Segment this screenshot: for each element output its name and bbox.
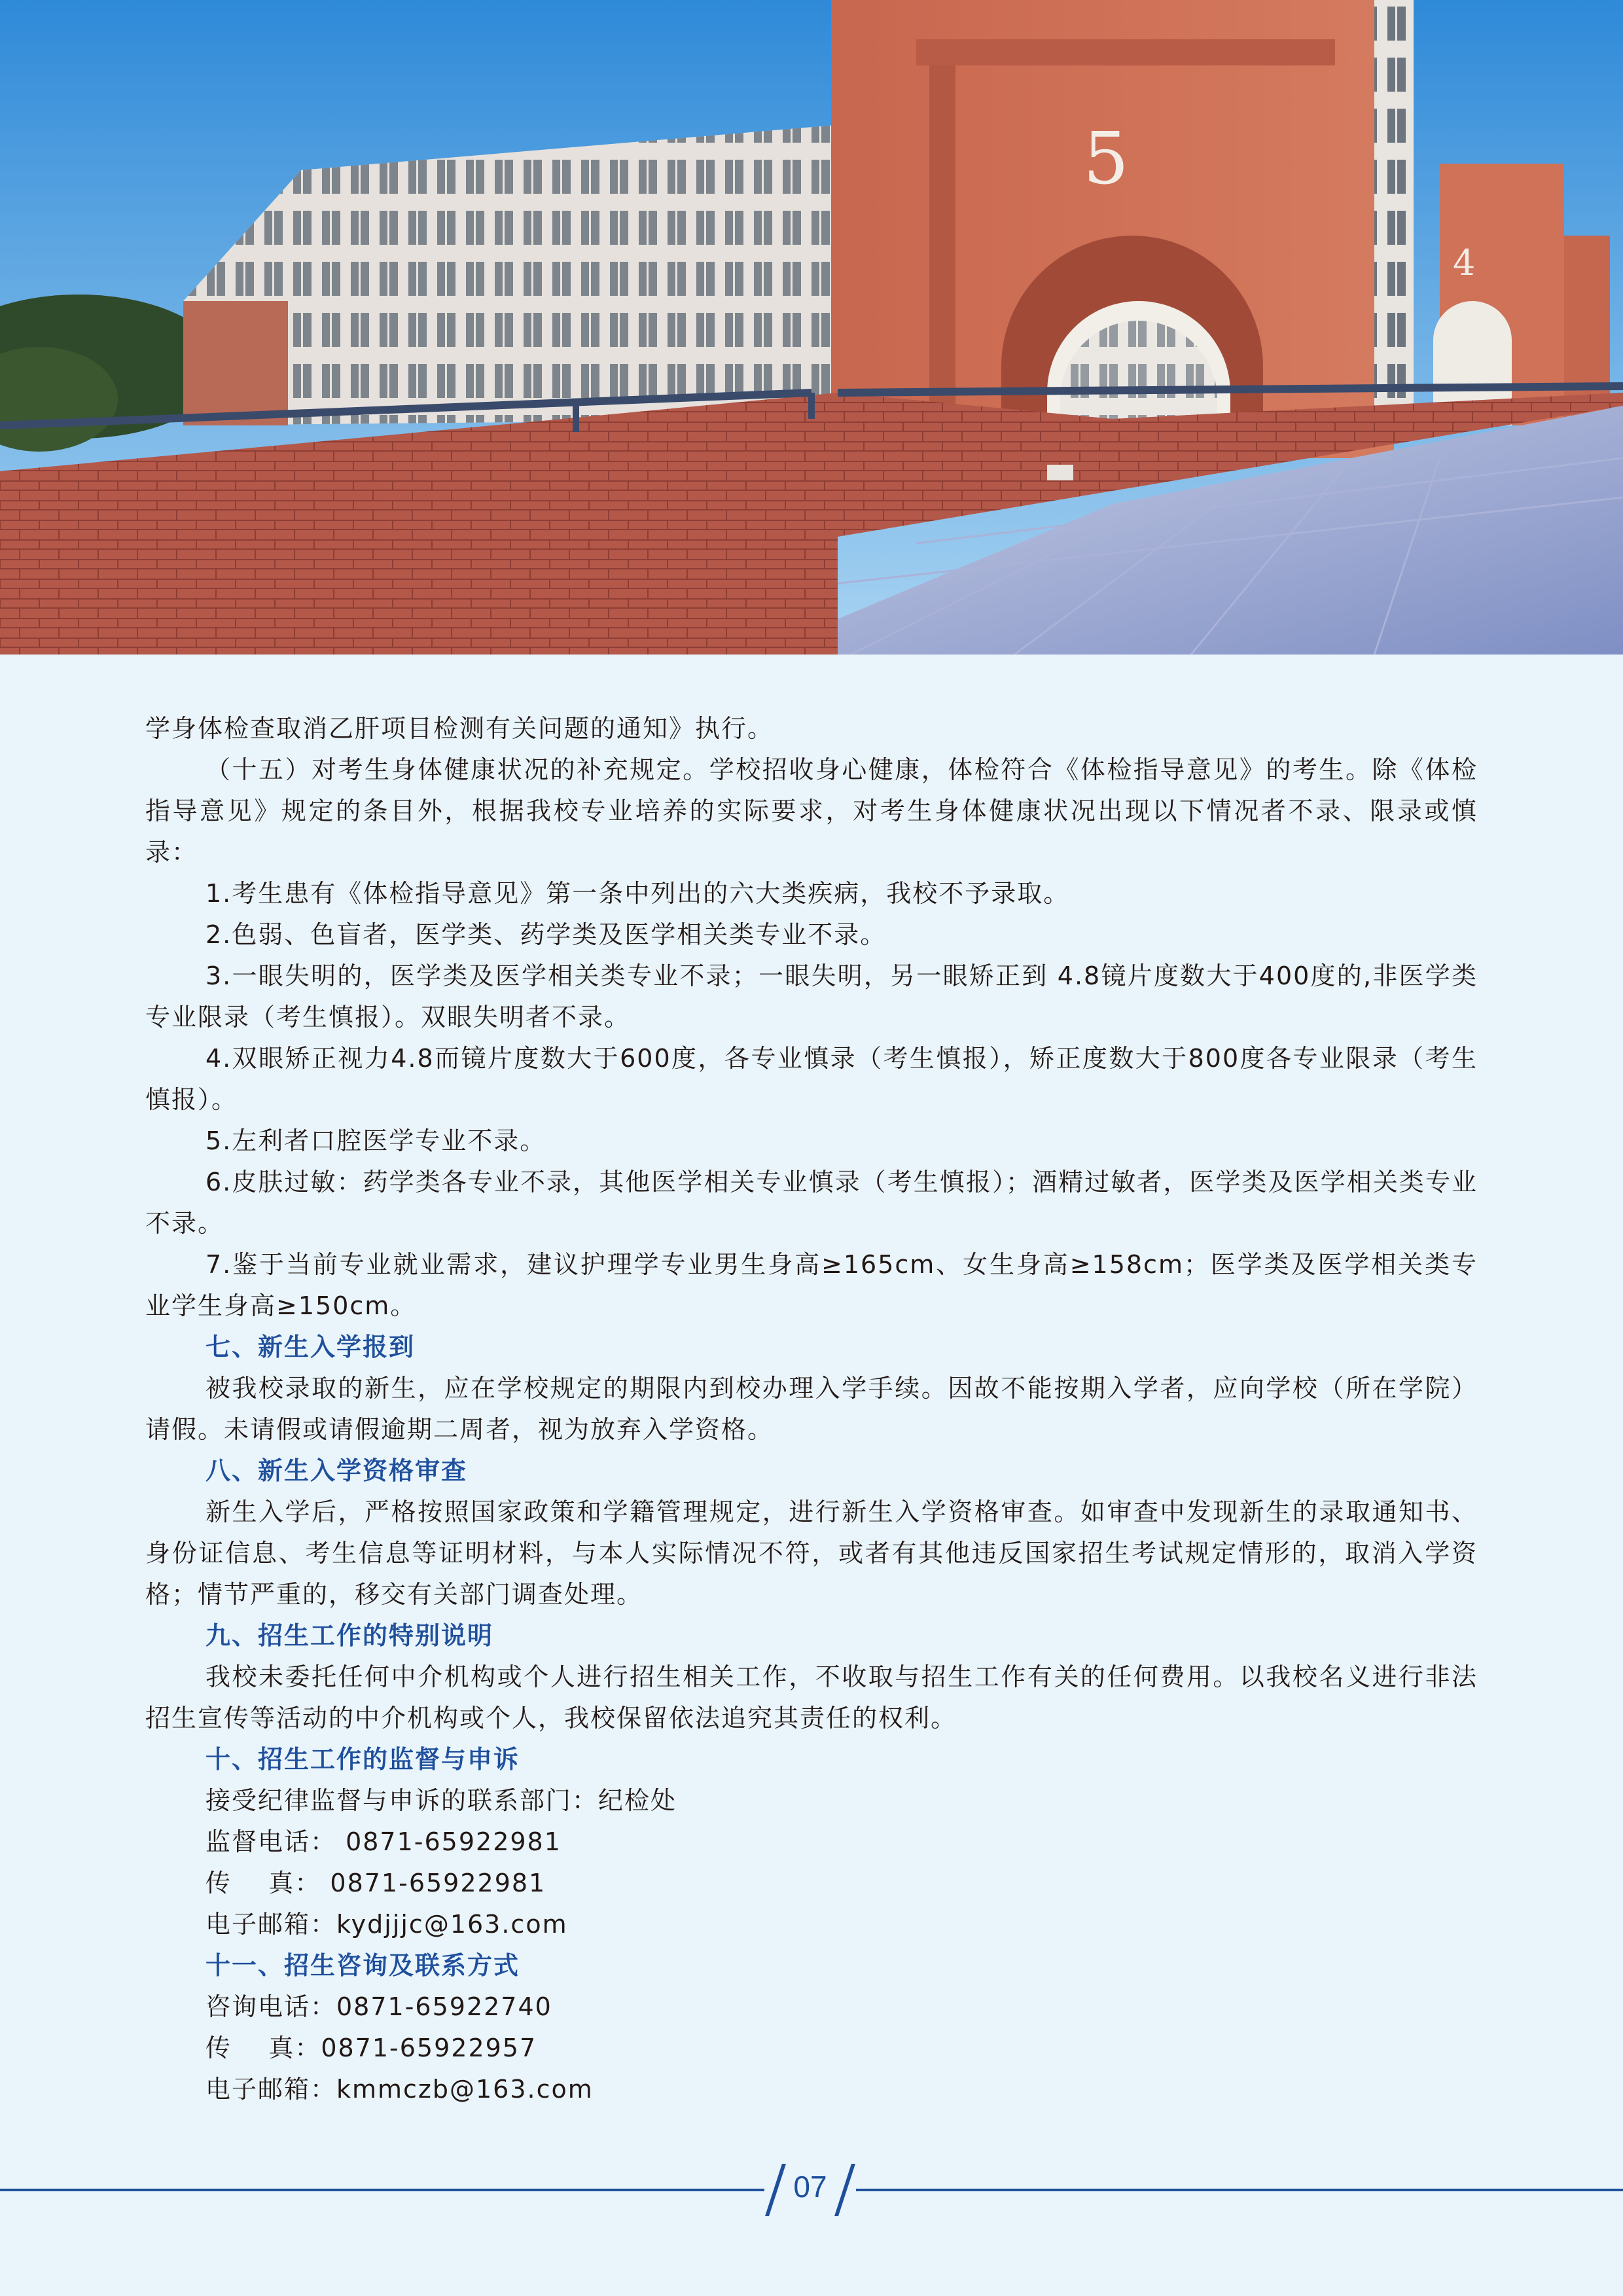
- list-item: 6.皮肤过敏：药学类各专业不录，其他医学相关专业慎录（考生慎报）；酒精过敏者，医学类及医学相关类专业不录。: [145, 1168, 1478, 1238]
- section-heading-contact: 十一、招生咨询及联系方式: [205, 1951, 520, 1980]
- building-number-5: 5: [1083, 117, 1129, 200]
- supervision-phone: 监督电话： 0871-65922981: [205, 1827, 562, 1856]
- section-heading-supervision: 十、招生工作的监督与申诉: [205, 1745, 520, 1774]
- list-item: 3.一眼失明的，医学类及医学相关类专业不录；一眼失明，另一眼矫正到 4.8镜片度数大于400度的,非医学类专业限录（考生慎报）。双眼失明者不录。: [145, 961, 1478, 1031]
- paragraph-continuation: 学身体检查取消乙肝项目检测有关问题的通知》执行。: [145, 714, 774, 743]
- consultation-fax: 传 真：0871-65922957: [205, 2034, 537, 2062]
- section-heading-registration: 七、新生入学报到: [205, 1333, 416, 1361]
- page-number-badge: [764, 2164, 856, 2216]
- list-item: 4.双眼矫正视力4.8而镜片度数大于600度，各专业慎录（考生慎报），矫正度数大于800度各专业限录（考生慎报）。: [145, 1044, 1478, 1114]
- building-number-4: 4: [1453, 242, 1476, 283]
- campus-building-illustration: [0, 0, 1623, 655]
- list-item: 7.鉴于当前专业就业需求，建议护理学专业男生身高≥165cm、女生身高≥158cm；医学类及医学相关类专业学生身高≥150cm。: [145, 1250, 1478, 1320]
- section-body-registration: 被我校录取的新生，应在学校规定的期限内到校办理入学手续。因故不能按期入学者，应向学校（所在学院）请假。未请假或请假逾期二周者，视为放弃入学资格。: [145, 1374, 1478, 1444]
- section-body-special-notes: 我校未委托任何中介机构或个人进行招生相关工作，不收取与招生工作有关的任何费用。以我校名义进行非法招生宣传等活动的中介机构或个人，我校保留依法追究其责任的权利。: [145, 1662, 1478, 1732]
- section-heading-qualification-review: 八、新生入学资格审查: [205, 1456, 468, 1485]
- campus-photo: [0, 0, 1623, 655]
- section-body-qualification-review: 新生入学后，严格按照国家政策和学籍管理规定，进行新生入学资格审查。如审查中发现新生的录取通知书、身份证信息、考生信息等证明材料，与本人实际情况不符，或者有其他违反国家招生考试规定情形的，取消入学资格；情节严重的，移交有关部门调查处理。: [145, 1498, 1478, 1609]
- paragraph-health-rules: （十五）对考生身体健康状况的补充规定。学校招收身心健康，体检符合《体检指导意见》的考生。除《体检指导意见》规定的条目外，根据我校专业培养的实际要求，对考生身体健康状况出现以下情况者不录、限录或慎录：: [145, 755, 1478, 867]
- list-item: 5.左利者口腔医学专业不录。: [205, 1126, 546, 1155]
- section-heading-special-notes: 九、招生工作的特别说明: [205, 1621, 494, 1650]
- consultation-phone: 咨询电话：0871-65922740: [205, 1992, 552, 2021]
- consultation-email: 电子邮箱：kmmczb@163.com: [205, 2075, 594, 2104]
- regulation-text: [145, 708, 1478, 2110]
- list-item: 1.考生患有《体检指导意见》第一条中列出的六大类疾病，我校不予录取。: [205, 879, 1070, 908]
- supervision-fax: 传 真： 0871-65922981: [205, 1869, 546, 1897]
- supervision-email: 电子邮箱：kydjjjc@163.com: [205, 1910, 568, 1939]
- list-item: 2.色弱、色盲者，医学类、药学类及医学相关类专业不录。: [205, 920, 887, 949]
- supervision-department: 接受纪律监督与申诉的联系部门：纪检处: [205, 1786, 677, 1815]
- page-number: 07: [793, 2170, 827, 2204]
